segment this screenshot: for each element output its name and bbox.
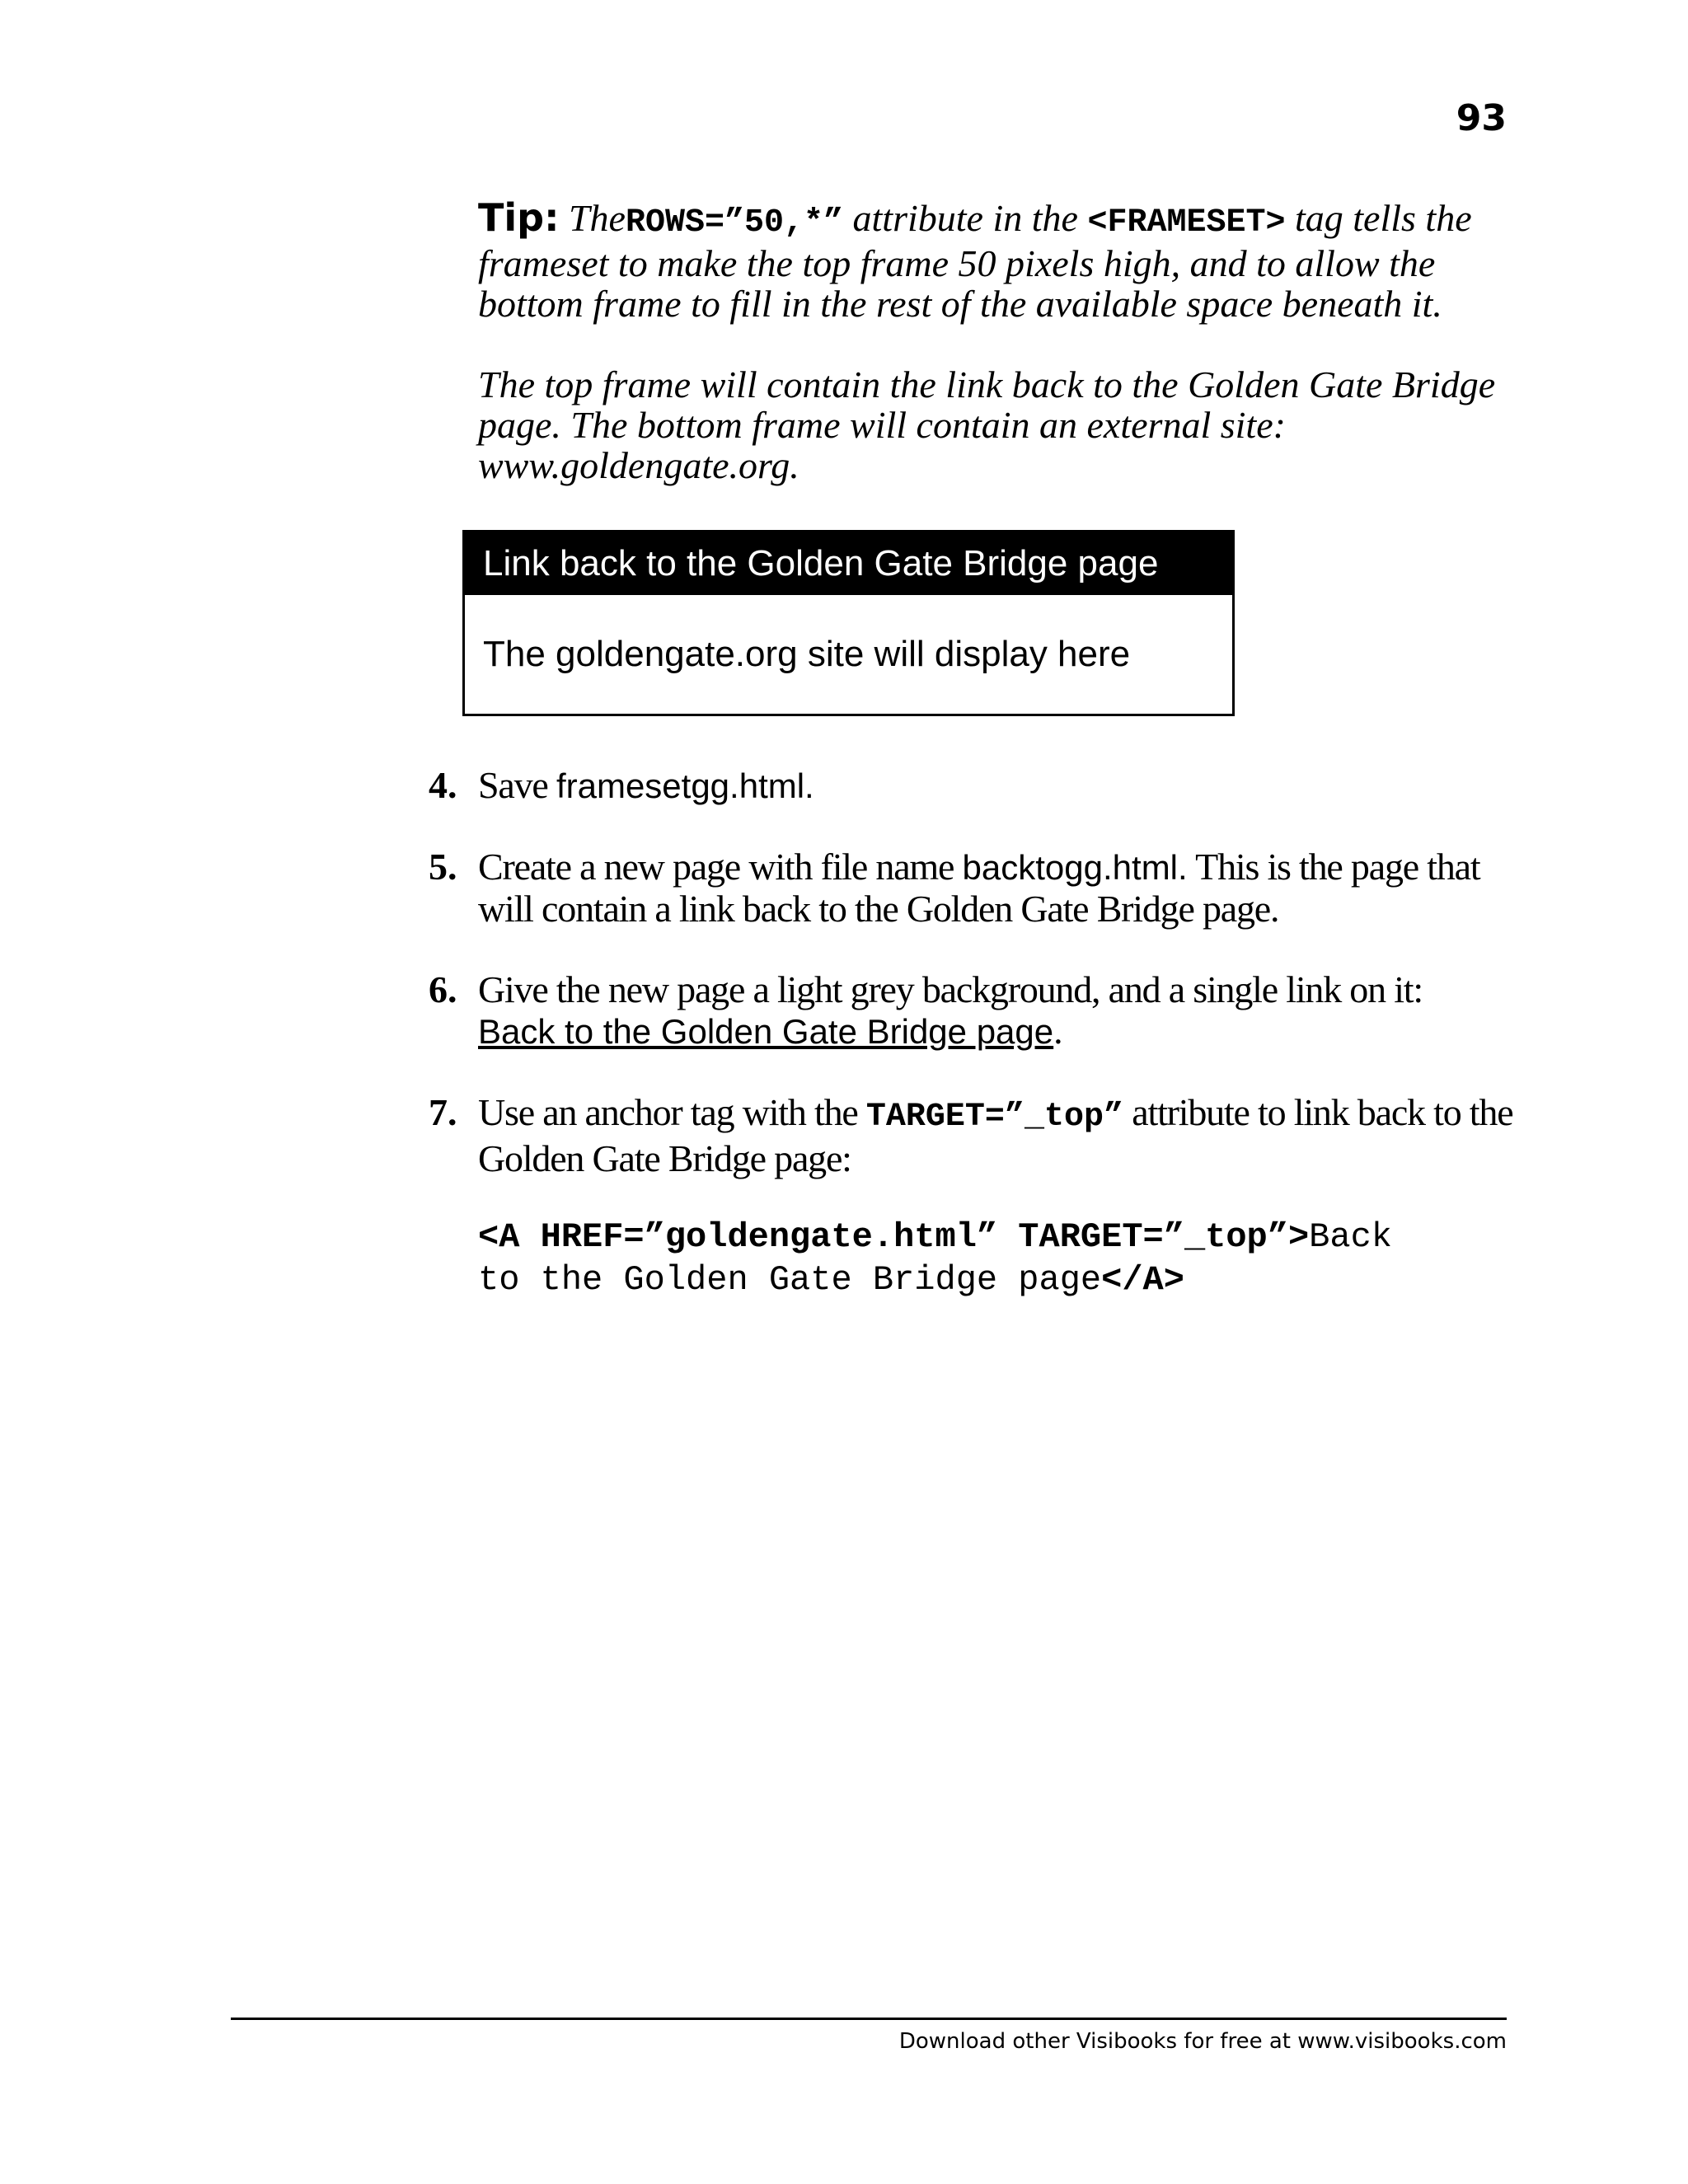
code-text: to the Golden Gate Bridge page [478,1260,1102,1300]
frameset-tag-code: <FRAMESET> [1087,204,1286,241]
steps-list [429,765,1517,1341]
bottom-frame-label: The goldengate.org site will display here [483,634,1131,674]
page-number: 93 [1456,97,1507,139]
rows-attribute-code: ROWS=”50,*” [625,204,844,241]
footer-divider [231,2018,1507,2020]
step-text: Give the new page a light grey background, and a single link on it: [478,968,1423,1010]
tip-text: The [568,197,626,239]
tip-paragraph-1 [478,195,1508,325]
step-5 [429,846,1517,930]
target-attribute-code: TARGET=”_top” [865,1099,1123,1136]
step-4 [429,765,1517,807]
code-tag: <A HREF=”goldengate.html” TARGET=”_top”> [478,1217,1310,1257]
step-text: attribute to link back to the Golden Gate Bridge page: [478,1091,1513,1179]
step-number: 6. [429,968,457,1010]
tip-text: attribute in the [852,197,1078,239]
step-text: Create a new page with file name [478,846,954,888]
filename: backtogg.html. [962,848,1188,887]
step-number: 4. [429,764,457,806]
footer-text: Download other Visibooks for free at www.visibooks.com [898,2029,1507,2054]
step-text: Use an anchor tag with the [478,1091,858,1133]
anchor-code-block [478,1216,1517,1301]
back-link-example[interactable]: Back to the Golden Gate Bridge page [478,1012,1054,1051]
tip-paragraph-2: The top frame will contain the link back to the Golden Gate Bridge page. The bottom frame will contain an external site: www.goldengate.org. [478,363,1496,486]
tip-text: tag tells the frameset to make the top frame 50 pixels high, and to allow the bottom frame to fill in the rest of the available space beneath it. [478,197,1472,325]
step-6 [429,969,1517,1052]
step-text: Save [478,764,548,806]
code-text: Back [1309,1217,1392,1257]
top-frame-label: Link back to the Golden Gate Bridge page [465,532,1232,595]
step-7 [429,1092,1517,1301]
step-number: 7. [429,1091,457,1133]
step-text: . [1053,1010,1062,1052]
frameset-diagram [462,530,1235,716]
step-text: This is the page that will contain a link back to the Golden Gate Bridge page. [478,846,1480,930]
step-number: 5. [429,846,457,888]
code-tag: </A> [1101,1260,1184,1300]
tip-label: Tip: [478,195,560,240]
tip-box [478,195,1508,486]
filename: framesetgg.html. [556,766,814,805]
